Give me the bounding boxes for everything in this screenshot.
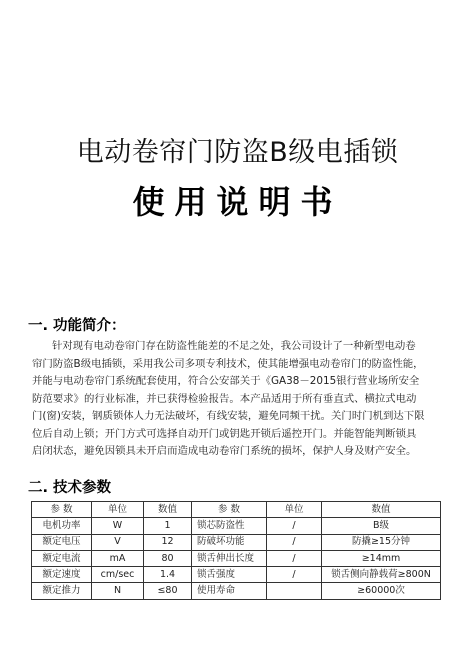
unit-cell: /: [267, 518, 322, 534]
value-cell: 12: [144, 534, 192, 550]
table-row: [32, 534, 441, 550]
intro-line: 位后自动上锁；开门方式可选择自动开门或钥匙开锁后遥控开门。并能智能判断锁具: [32, 427, 417, 440]
table-row: [32, 518, 441, 534]
value-cell: 80: [144, 550, 192, 566]
unit-cell: W: [92, 518, 144, 534]
table-row: [32, 583, 441, 599]
param-cell: 额定速度: [32, 567, 92, 583]
value-cell: 1: [144, 518, 192, 534]
value-cell: 锁舌侧向静载荷≥800N: [322, 567, 441, 583]
param-cell: 额定电流: [32, 550, 92, 566]
unit-cell: /: [267, 567, 322, 583]
header-value: 数值: [322, 502, 441, 518]
header-value: 数值: [144, 502, 192, 518]
value-cell: 1.4: [144, 567, 192, 583]
intro-line: 并能与电动卷帘门系统配套使用，符合公安部关于《GA38－2015银行营业场所安全: [32, 375, 420, 387]
intro-line: 帘门防盗B级电插锁，采用我公司多项专利技术，使其能增强电动卷帘门的防盗性能，: [32, 357, 424, 370]
unit-cell: cm/sec: [92, 567, 144, 583]
intro-line: 防范要求》的行业标准，并已获得检验报告。本产品适用于所有垂直式、横拉式电动: [32, 392, 417, 405]
intro-line: 针对现有电动卷帘门存在防盗性能差的不足之处，我公司设计了一种新型电动卷: [52, 340, 416, 352]
header-param: 参 数: [32, 502, 92, 518]
table-row: [32, 550, 441, 566]
document-subtitle: 使用说明书: [132, 183, 343, 221]
param-cell: 锁舌伸出长度: [192, 550, 267, 566]
param-cell: 电机功率: [32, 518, 92, 534]
unit-cell: /: [267, 534, 322, 550]
value-cell: B级: [322, 518, 441, 534]
document-title: 电动卷帘门防盗B级电插锁: [76, 137, 399, 168]
param-cell: 额定电压: [32, 534, 92, 550]
header-param: 参 数: [192, 502, 267, 518]
tech-heading: 二. 技术参数: [28, 480, 112, 496]
param-cell: 锁舌强度: [192, 567, 267, 583]
unit-cell: mA: [92, 550, 144, 566]
unit-cell: V: [92, 534, 144, 550]
unit-cell: N: [92, 583, 144, 599]
value-cell: ≤80: [144, 583, 192, 599]
table-row: [32, 567, 441, 583]
header-unit: 单位: [267, 502, 322, 518]
spec-table: [31, 501, 441, 600]
value-cell: ≥60000次: [322, 583, 441, 599]
header-unit: 单位: [92, 502, 144, 518]
param-cell: 额定推力: [32, 583, 92, 599]
spec-header-row: [32, 502, 441, 518]
param-cell: 锁芯防盗性: [192, 518, 267, 534]
param-cell: 使用寿命: [192, 583, 267, 599]
intro-line: 启闭状态，避免因锁具未开启而造成电动卷帘门系统的损坏，保护人身及财产安全。: [32, 445, 417, 457]
intro-heading: 一. 功能简介：: [28, 318, 126, 334]
unit-cell: /: [267, 550, 322, 566]
value-cell: 防撬≥15分钟: [322, 534, 441, 550]
intro-line: 门(窗)安装，钢质锁体人力无法破坏，有线安装，避免同频干扰。关门时门机到达下限: [32, 410, 425, 422]
value-cell: ≥14mm: [322, 550, 441, 566]
param-cell: 防破坏功能: [192, 534, 267, 550]
unit-cell: [267, 583, 322, 599]
